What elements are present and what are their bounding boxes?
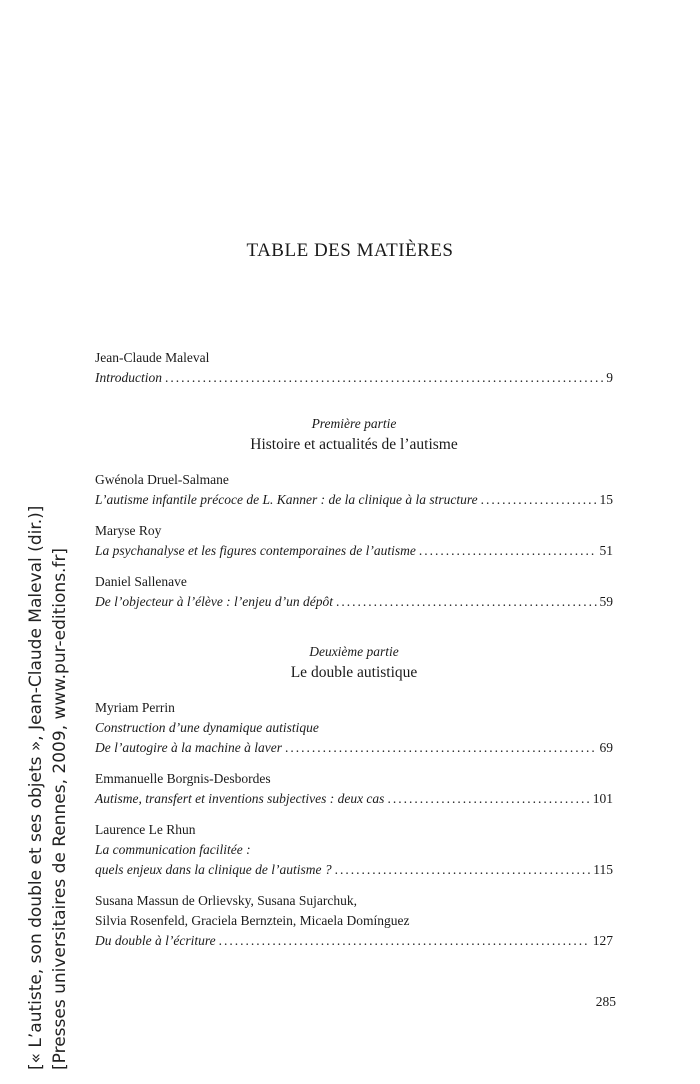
entry-line[interactable] bbox=[95, 931, 613, 951]
entry-title: De l’objecteur à l’élève : l’enjeu d’un dépôt bbox=[95, 594, 334, 609]
entry-page: 127 bbox=[592, 933, 613, 948]
entry-author: Gwénola Druel-Salmane bbox=[95, 472, 229, 487]
page-number: 285 bbox=[595, 994, 616, 1009]
dot-leader bbox=[419, 541, 597, 561]
entry-title: Introduction bbox=[95, 370, 162, 385]
entry-author: Laurence Le Rhun bbox=[95, 822, 196, 837]
part-label: Deuxième partie bbox=[309, 644, 399, 659]
part-label: Première partie bbox=[311, 416, 397, 431]
entry-line[interactable] bbox=[95, 592, 613, 612]
entry-title: Du double à l’écriture bbox=[95, 933, 216, 948]
table-of-contents bbox=[95, 348, 613, 962]
entry-page: 115 bbox=[593, 862, 613, 877]
entry-title: Autisme, transfert et inventions subjectives : deux cas bbox=[95, 791, 385, 806]
toc-entry bbox=[95, 820, 613, 880]
toc-entry-introduction bbox=[95, 348, 613, 388]
entry-page: 101 bbox=[592, 791, 613, 806]
entry-page: 15 bbox=[599, 492, 613, 507]
toc-entry bbox=[95, 769, 613, 809]
toc-entry bbox=[95, 521, 613, 561]
entry-author: Myriam Perrin bbox=[95, 700, 175, 715]
entry-title: La psychanalyse et les figures contemporaines de l’autisme bbox=[95, 543, 416, 558]
entry-author: Emmanuelle Borgnis-Desbordes bbox=[95, 771, 271, 786]
entry-title-line1: Construction d’une dynamique autistique bbox=[95, 720, 319, 735]
entry-page: 69 bbox=[599, 740, 613, 755]
entry-page: 59 bbox=[599, 594, 613, 609]
entry-author: Daniel Sallenave bbox=[95, 574, 187, 589]
dot-leader bbox=[285, 738, 597, 758]
dot-leader bbox=[387, 789, 589, 809]
entry-author-line2: Silvia Rosenfeld, Graciela Bernztein, Micaela Domínguez bbox=[95, 913, 410, 928]
entry-line[interactable] bbox=[95, 789, 613, 809]
part-title: Le double autistique bbox=[290, 664, 418, 681]
entry-title: De l’autogire à la machine à laver bbox=[95, 740, 282, 755]
entry-author: Jean-Claude Maleval bbox=[95, 350, 210, 365]
side-citation bbox=[24, 505, 72, 1070]
entry-line[interactable] bbox=[95, 860, 613, 880]
toc-entry bbox=[95, 572, 613, 612]
toc-entry bbox=[95, 891, 613, 951]
part-title: Histoire et actualités de l’autisme bbox=[250, 436, 458, 453]
entry-line[interactable] bbox=[95, 368, 613, 388]
dot-leader bbox=[336, 592, 596, 612]
side-citation-line1: [« L’autiste, son double et ses objets », Jean-Claude Maleval (dir.)] bbox=[26, 505, 46, 1070]
entry-page: 51 bbox=[599, 543, 613, 558]
entry-page: 9 bbox=[606, 370, 613, 385]
entry-author: Maryse Roy bbox=[95, 523, 162, 538]
entry-line[interactable] bbox=[95, 541, 613, 561]
entry-line[interactable] bbox=[95, 738, 613, 758]
page-title: TABLE DES MATIÈRES bbox=[246, 240, 454, 261]
entry-title: quels enjeux dans la clinique de l’autisme ? bbox=[95, 862, 332, 877]
entry-author: Susana Massun de Orlievsky, Susana Sujarchuk, bbox=[95, 893, 357, 908]
dot-leader bbox=[219, 931, 590, 951]
part-heading-2 bbox=[95, 642, 613, 684]
entry-title: L’autisme infantile précoce de L. Kanner : de la clinique à la structure bbox=[95, 492, 478, 507]
toc-entry bbox=[95, 698, 613, 758]
dot-leader bbox=[335, 860, 591, 880]
toc-entry bbox=[95, 470, 613, 510]
part-heading-1 bbox=[95, 414, 613, 456]
entry-title-line1: La communication facilitée : bbox=[95, 842, 251, 857]
entry-line[interactable] bbox=[95, 490, 613, 510]
dot-leader bbox=[481, 490, 597, 510]
side-citation-line2: [Presses universitaires de Rennes, 2009, www.pur-editions.fr] bbox=[50, 547, 70, 1070]
dot-leader bbox=[165, 368, 603, 388]
